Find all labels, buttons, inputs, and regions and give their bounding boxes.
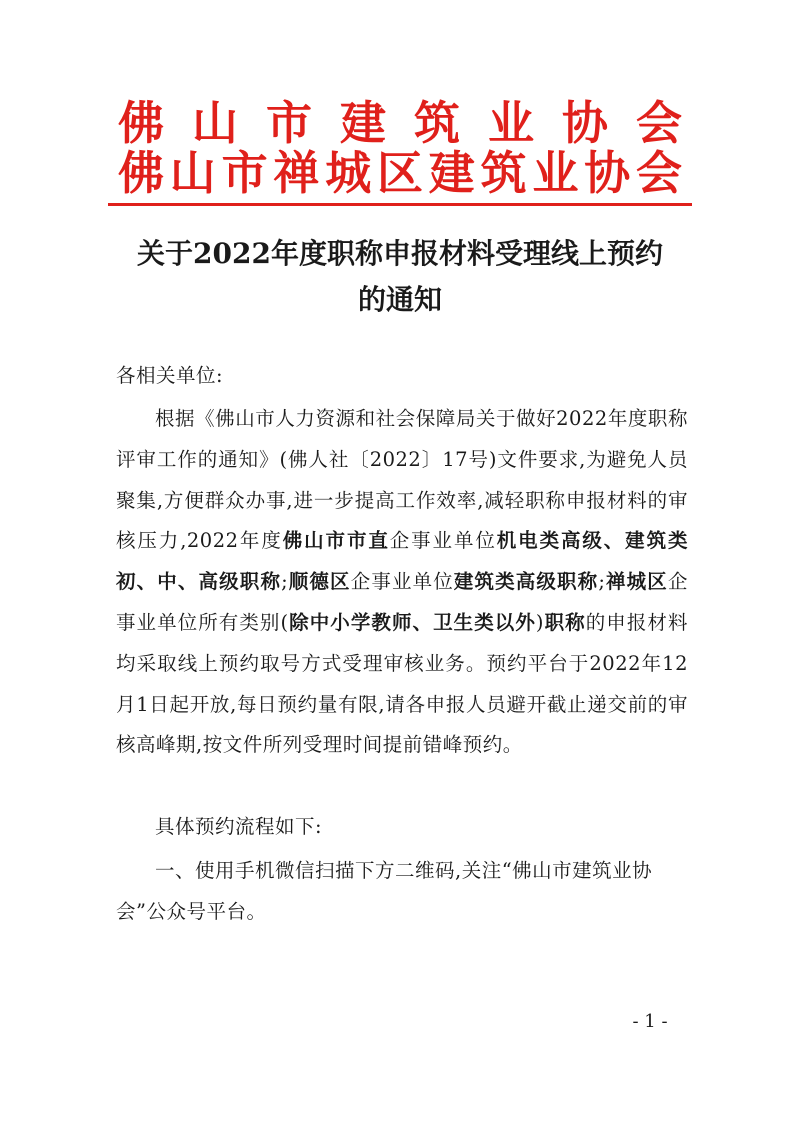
body-emphasis-text: 禅城区 xyxy=(605,570,668,594)
body-text-run: ) xyxy=(535,610,545,634)
body-text-run: 的申报材料均采取线上预约取号方式受理审核业务。预约平台于2022年12月1日起开放,每日预约量有限,请各申报人员避开截止递交前的审核高峰期,按文件所列受理时间提前错峰预约。 xyxy=(116,610,688,757)
body-text-run: 企事业单位所有类别( xyxy=(116,570,688,634)
org-name-foshan-construction-association: 佛山市建筑业协会 xyxy=(118,96,682,150)
body-paragraph xyxy=(116,399,688,766)
document-title-line-2: 的通知 xyxy=(357,283,442,316)
body-text-run: 企事业单位 xyxy=(389,529,497,553)
salutation: 各相关单位: xyxy=(116,364,224,387)
body-emphasis-text: 机电类高级、建筑类初、中、高级职称 xyxy=(116,529,688,594)
body-emphasis-text: 职称 xyxy=(544,610,586,634)
body-text-run: ; xyxy=(281,570,289,594)
org-name-chancheng-construction-association: 佛山市禅城区建筑业协会 xyxy=(118,146,682,200)
page-number: - 1 - xyxy=(632,1011,668,1032)
document-title-line-1: 关于2022年度职称申报材料受理线上预约 xyxy=(137,237,663,270)
red-header-rule xyxy=(108,203,692,206)
body-text-run: ; xyxy=(598,570,606,594)
body-text-run: 根据《佛山市人力资源和社会保障局关于做好2022年度职称评审工作的通知》(佛人社〔2022〕17号)文件要求,为避免人员聚集,方便群众办事,进一步提高工作效率,减轻职称申报材料的审核压力,2022年度 xyxy=(116,407,688,553)
body-emphasis-text: 建筑类高级职称 xyxy=(453,570,599,594)
step-one-paragraph: 一、使用手机微信扫描下方二维码,关注“佛山市建筑业协会”公众号平台。 xyxy=(116,859,653,923)
flow-intro: 具体预约流程如下: xyxy=(155,815,323,838)
body-text-run: 企事业单位 xyxy=(350,570,454,594)
body-emphasis-text: 佛山市市直 xyxy=(282,529,390,553)
body-emphasis-text: 顺德区 xyxy=(288,570,351,594)
body-emphasis-text: 除中小学教师、卫生类以外 xyxy=(288,610,536,634)
